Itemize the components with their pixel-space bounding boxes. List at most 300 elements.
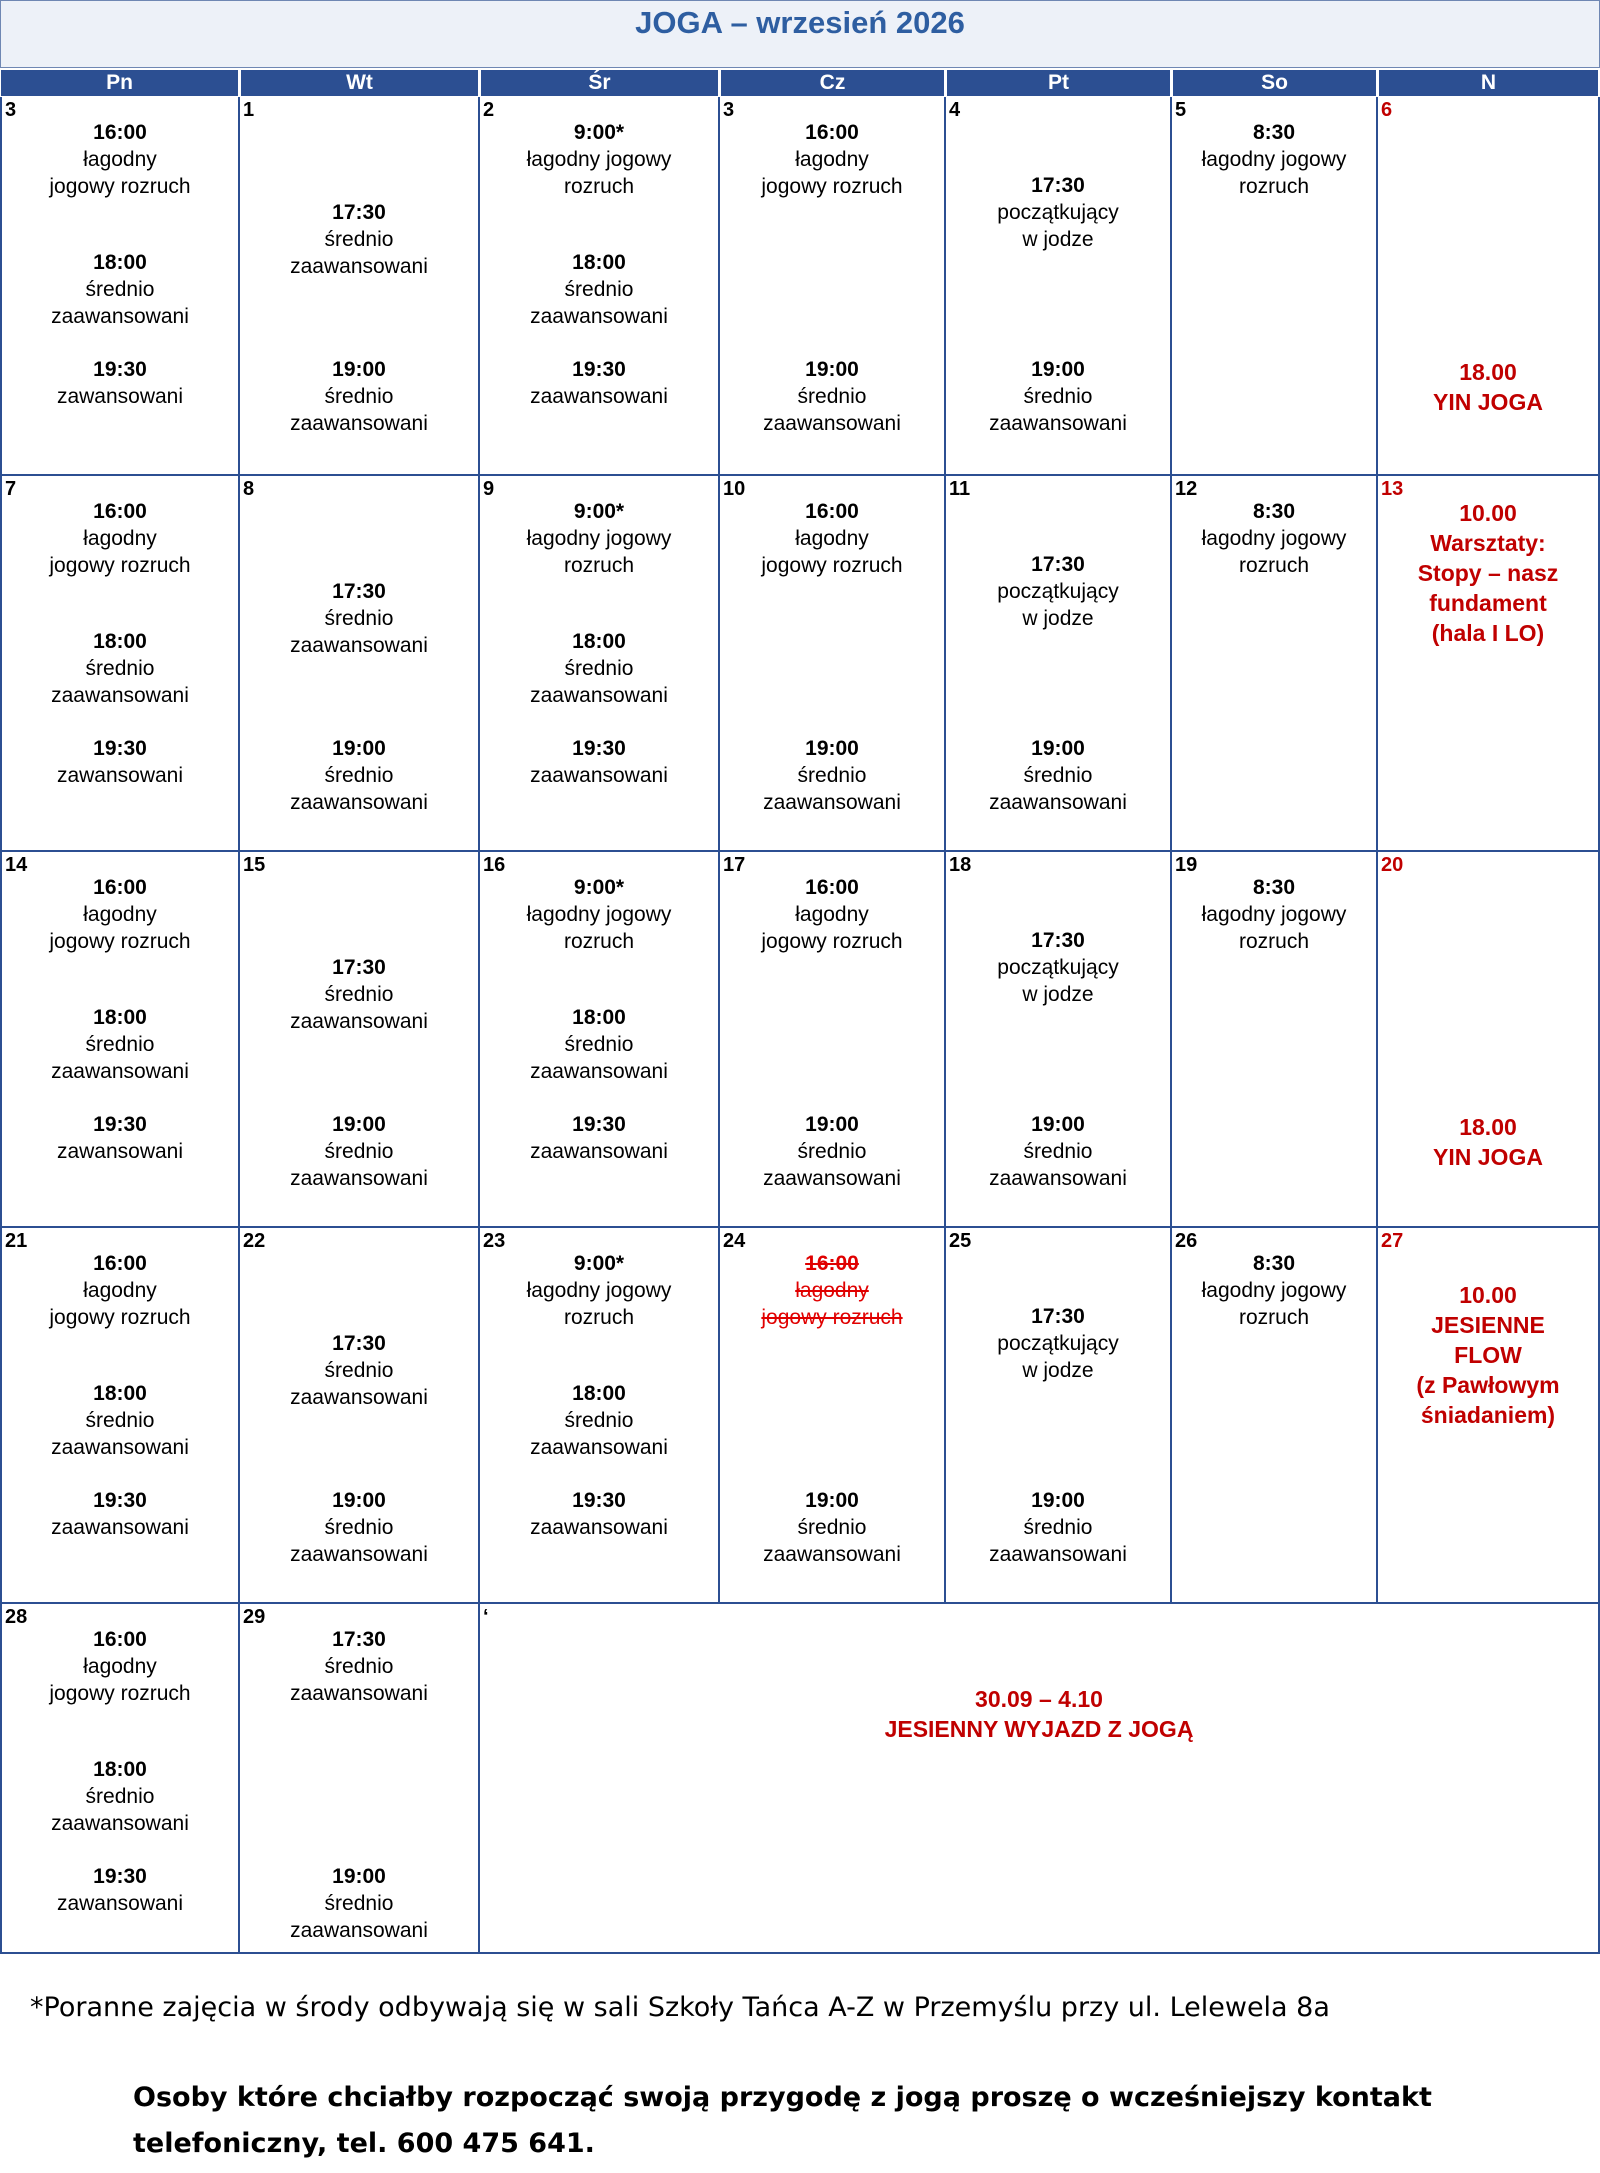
session-label: średnio [324,764,394,787]
session-label: początkujący [997,1332,1119,1355]
special-event-line: Stopy – nasz [1417,560,1559,586]
session-time: 17:30 [1031,174,1085,197]
day-number: 29 [243,1606,266,1628]
session-label: zaawansowani [51,305,189,328]
session-label: początkujący [997,580,1119,603]
session [240,1111,478,1192]
session-time: 16:00 [93,1628,147,1651]
session-label: rozruch [563,554,635,577]
session-time: 16:00 [805,500,859,523]
day-number: 4 [949,99,961,121]
session-time: 17:30 [1031,929,1085,952]
day-number: 7 [5,478,17,500]
day-cell [240,97,480,476]
session-label: w jodze [1022,983,1094,1006]
session [480,1111,718,1165]
session-label: jogowy rozruch [761,175,903,198]
day-cell [480,1228,720,1604]
session-label: zaawansowani [530,385,668,408]
session-label: zaawansowani [51,1812,189,1835]
day-number: 24 [723,1230,746,1252]
session-label: średnio [564,657,634,680]
session-label: średnio [85,1409,155,1432]
session-label: zaawansowani [290,255,428,278]
session-time: 16:00 [93,876,147,899]
session [480,1487,718,1541]
session-label: średnio [564,1033,634,1056]
session [2,628,238,709]
session-time: 18:00 [572,1382,626,1405]
session-label: łagodny [83,148,157,171]
day-cell [0,97,240,476]
session-time: 19:30 [93,358,147,381]
session-label: rozruch [1238,1306,1310,1329]
session-label: zawansowani [56,764,184,787]
day-number: 27 [1381,1230,1404,1252]
day-number: 8 [243,478,255,500]
session [2,249,238,330]
session [720,735,944,816]
day-cell [0,852,240,1228]
day-cell [480,97,720,476]
session [240,1330,478,1411]
session-label: łagodny [795,148,869,171]
session-label: jogowy rozruch [49,1682,191,1705]
session-label: zaawansowani [290,1543,428,1566]
session-time: 9:00* [573,121,625,144]
session [946,356,1170,437]
session-time: 18:00 [93,1758,147,1781]
session-label: jogowy rozruch [761,1306,903,1329]
special-event [1378,1112,1598,1172]
contact-info: Osoby które chciałby rozpocząć swoją przygodę z jogą proszę o wcześniejszy kontakt telefoniczny, tel. 600 475 641. [133,2082,1432,2159]
session-time: 18:00 [93,630,147,653]
session-label: łagodny [795,903,869,926]
session-label: zaawansowani [290,791,428,814]
session-label: łagodny jogowy [526,903,672,926]
session-label: średnio [324,1516,394,1539]
session [2,1863,238,1917]
day-cell [1172,852,1378,1228]
session-time: 19:00 [805,1113,859,1136]
session-label: zaawansowani [290,1682,428,1705]
session-label: zaawansowani [51,1436,189,1459]
session-label: w jodze [1022,1359,1094,1382]
day-cell [946,476,1172,852]
day-cell [1172,1228,1378,1604]
session [2,1756,238,1837]
session-time: 18:00 [93,251,147,274]
session [946,927,1170,1008]
day-cell [720,1228,946,1604]
day-cell [946,97,1172,476]
session-label: średnio [85,657,155,680]
session-label: jogowy rozruch [49,175,191,198]
session-time: 19:30 [572,1489,626,1512]
session-label: zaawansowani [290,1919,428,1942]
session [720,356,944,437]
session-label: łagodny [83,1279,157,1302]
session-time: 9:00* [573,1252,625,1275]
session-time: 8:30 [1252,121,1296,144]
session-time: 19:30 [572,737,626,760]
session-label: rozruch [563,175,635,198]
session-time: 8:30 [1252,500,1296,523]
day-cell [1378,1228,1600,1604]
footnote: *Poranne zajęcia w środy odbywają się w sali Szkoły Tańca A-Z w Przemyślu przy ul. Lelewela 8a [30,1992,1330,2023]
session [480,1380,718,1461]
session-label: zaawansowani [51,1516,189,1539]
special-event-line: JESIENNE [1431,1312,1545,1338]
session-time: 19:00 [332,1113,386,1136]
session-time: 16:00 [805,1252,859,1275]
weekday-header: Pn [1,70,238,96]
day-number: 2 [483,99,495,121]
session-label: rozruch [1238,930,1310,953]
session-label: rozruch [563,930,635,953]
trip-announcement-line: JESIENNY WYJAZD Z JOGĄ [884,1716,1194,1742]
special-event-line: 18.00 [1459,1114,1517,1140]
session [720,119,944,200]
special-event-line: 18.00 [1459,359,1517,385]
session-time: 18:00 [93,1006,147,1029]
day-number: 1 [243,99,255,121]
session-label: łagodny [795,1279,869,1302]
session [2,1250,238,1331]
day-cell [240,1228,480,1604]
day-number: 3 [723,99,735,121]
calendar-title: JOGA – wrzesień 2026 [635,5,965,40]
day-cell [1378,97,1600,476]
session-label: średnio [324,1892,394,1915]
day-number: 10 [723,478,746,500]
day-number: 16 [483,854,506,876]
day-number: 19 [1175,854,1198,876]
session-label: zaawansowani [530,1516,668,1539]
session-time: 19:00 [332,1865,386,1888]
day-cell [720,476,946,852]
session-label: początkujący [997,201,1119,224]
special-event [1378,357,1598,417]
session [240,1863,478,1944]
day-number: 20 [1381,854,1404,876]
day-number: 9 [483,478,495,500]
session-label: łagodny jogowy [526,1279,672,1302]
session [946,1487,1170,1568]
session-time: 19:30 [93,737,147,760]
session-label: rozruch [1238,175,1310,198]
session-label: rozruch [563,1306,635,1329]
special-event-line: YIN JOGA [1433,389,1543,415]
session-label: łagodny [795,527,869,550]
session-time: 8:30 [1252,1252,1296,1275]
session-label: zaawansowani [530,764,668,787]
session [480,874,718,955]
session [2,874,238,955]
session-label: zaawansowani [763,791,901,814]
special-event-line: 10.00 [1459,500,1517,526]
session [946,172,1170,253]
session-label: średnio [324,385,394,408]
session [946,735,1170,816]
special-event [1378,1280,1598,1430]
session [240,578,478,659]
session-label: średnio [564,1409,634,1432]
day-number: 13 [1381,478,1404,500]
session [240,1487,478,1568]
session [2,735,238,789]
session-label: zawansowani [56,1892,184,1915]
day-cell [1172,476,1378,852]
session-time: 17:30 [332,201,386,224]
session-time: 18:00 [572,251,626,274]
session [2,356,238,410]
day-number: 18 [949,854,972,876]
special-event-line: śniadaniem) [1420,1402,1556,1428]
day-cell [720,97,946,476]
session-label: w jodze [1022,607,1094,630]
session-time: 19:00 [332,358,386,381]
session-label: średnio [797,1140,867,1163]
day-cell [240,1604,480,1954]
day-number: 11 [949,478,971,500]
session-time: 19:00 [805,737,859,760]
session-label: zaawansowani [290,1386,428,1409]
session-time: 18:00 [572,630,626,653]
weekday-header: Pt [947,70,1170,96]
day-cell [240,476,480,852]
special-event [1378,498,1598,648]
session-time: 19:30 [93,1489,147,1512]
session [1172,498,1376,579]
session [480,119,718,200]
session-label: zaawansowani [989,412,1127,435]
session [480,735,718,789]
session-time: 17:30 [332,1628,386,1651]
day-cell [1172,97,1378,476]
session-label: zaawansowani [530,684,668,707]
special-event-line: 10.00 [1459,1282,1517,1308]
special-event-line: (hala I LO) [1431,620,1545,646]
session-label: zaawansowani [51,1060,189,1083]
session-time: 19:00 [1031,1489,1085,1512]
session-time: 19:30 [572,1113,626,1136]
session-label: średnio [324,983,394,1006]
session-label: łagodny [83,903,157,926]
weekday-header: Wt [241,70,478,96]
session [1172,1250,1376,1331]
session-time: 19:30 [572,358,626,381]
day-number: 12 [1175,478,1198,500]
session-label: zaawansowani [989,1167,1127,1190]
session-label: zaawansowani [51,684,189,707]
session [720,874,944,955]
weekday-header: Cz [721,70,944,96]
session-label: średnio [797,385,867,408]
session-label: średnio [564,278,634,301]
session [480,498,718,579]
session-label: średnio [324,228,394,251]
session-time: 17:30 [1031,553,1085,576]
session-label: średnio [797,1516,867,1539]
session-time: 17:30 [332,956,386,979]
day-cell [480,1604,1600,1954]
session-label: średnio [1023,1516,1093,1539]
session-label: łagodny jogowy [526,148,672,171]
session-label: zaawansowani [290,412,428,435]
session [1172,119,1376,200]
trip-announcement [480,1684,1598,1744]
session-label: początkujący [997,956,1119,979]
day-number: ‘ [483,1606,489,1628]
weekday-header: Śr [481,70,718,96]
session-time: 19:00 [332,1489,386,1512]
day-number: 28 [5,1606,28,1628]
session-label: łagodny [83,527,157,550]
session-label: zaawansowani [763,412,901,435]
session [480,249,718,330]
session-label: łagodny jogowy [1201,148,1347,171]
session-label: łagodny jogowy [1201,903,1347,926]
session-label: zaawansowani [989,791,1127,814]
day-number: 6 [1381,99,1393,121]
session-label: łagodny jogowy [1201,527,1347,550]
session [720,1487,944,1568]
session-time: 19:00 [805,358,859,381]
weekday-header: So [1173,70,1376,96]
session-time: 16:00 [805,876,859,899]
day-cell [946,852,1172,1228]
session-time: 19:30 [93,1865,147,1888]
day-number: 17 [723,854,746,876]
session-time: 18:00 [93,1382,147,1405]
session-label: zaawansowani [530,1436,668,1459]
session-time: 19:30 [93,1113,147,1136]
session-label: średnio [324,1655,394,1678]
session [480,1250,718,1331]
day-number: 3 [5,99,17,121]
session-label: średnio [1023,764,1093,787]
day-cell [0,1604,240,1954]
session-label: średnio [85,1033,155,1056]
day-cell [720,852,946,1228]
session-label: jogowy rozruch [761,554,903,577]
session-time: 17:30 [332,580,386,603]
session-time: 19:00 [332,737,386,760]
session-label: zaawansowani [530,1140,668,1163]
session-time: 17:30 [1031,1305,1085,1328]
day-number: 26 [1175,1230,1198,1252]
session-time: 8:30 [1252,876,1296,899]
special-event-line: fundament [1429,590,1547,616]
session-label: średnio [85,278,155,301]
day-number: 14 [5,854,28,876]
session-label: jogowy rozruch [49,930,191,953]
day-cell [240,852,480,1228]
day-number: 22 [243,1230,266,1252]
weekday-header: N [1379,70,1598,96]
session [2,1111,238,1165]
session [2,1487,238,1541]
session [240,1626,478,1707]
special-event-line: (z Pawłowym [1416,1372,1560,1398]
session-time: 19:00 [1031,358,1085,381]
session-label: zaawansowani [290,1167,428,1190]
day-number: 15 [243,854,266,876]
session-label: zaawansowani [290,634,428,657]
day-cell [946,1228,1172,1604]
session-label: zaawansowani [989,1543,1127,1566]
session-label: zawansowani [56,385,184,408]
session-label: średnio [797,764,867,787]
session [2,119,238,200]
session-label: średnio [324,1140,394,1163]
day-number: 21 [5,1230,28,1252]
session [946,1111,1170,1192]
session [480,628,718,709]
session [240,735,478,816]
session-time: 19:00 [805,1489,859,1512]
session-label: łagodny jogowy [1201,1279,1347,1302]
session-time: 18:00 [572,1006,626,1029]
day-cell [0,1228,240,1604]
day-cell [1378,476,1600,852]
session [240,199,478,280]
day-cell [1378,852,1600,1228]
session-label: średnio [324,607,394,630]
session [240,954,478,1035]
special-event-line: FLOW [1454,1342,1522,1368]
session-time: 9:00* [573,876,625,899]
special-event-line: Warsztaty: [1430,530,1546,556]
session-label: zaawansowani [290,1010,428,1033]
session [2,1626,238,1707]
day-number: 23 [483,1230,506,1252]
session-label: zaawansowani [763,1167,901,1190]
session [480,1004,718,1085]
day-cell [480,852,720,1228]
session-label: średnio [1023,385,1093,408]
session-label: średnio [1023,1140,1093,1163]
session-label: rozruch [1238,554,1310,577]
session-time: 16:00 [93,1252,147,1275]
session-label: jogowy rozruch [49,554,191,577]
session [946,1303,1170,1384]
session [2,498,238,579]
session [1172,874,1376,955]
session-label: łagodny jogowy [526,527,672,550]
session-label: jogowy rozruch [49,1306,191,1329]
session-time: 16:00 [805,121,859,144]
cancelled-session [720,1250,944,1331]
session-label: zaawansowani [530,1060,668,1083]
day-cell [0,476,240,852]
session-time: 16:00 [93,500,147,523]
session-label: średnio [324,1359,394,1382]
day-number: 25 [949,1230,972,1252]
session-label: w jodze [1022,228,1094,251]
session-label: łagodny [83,1655,157,1678]
session-label: zaawansowani [763,1543,901,1566]
session-label: zaawansowani [530,305,668,328]
session-label: zawansowani [56,1140,184,1163]
trip-announcement-line: 30.09 – 4.10 [975,1686,1103,1712]
session-label: jogowy rozruch [761,930,903,953]
session [2,1380,238,1461]
session-time: 19:00 [1031,737,1085,760]
session [720,498,944,579]
session-time: 16:00 [93,121,147,144]
